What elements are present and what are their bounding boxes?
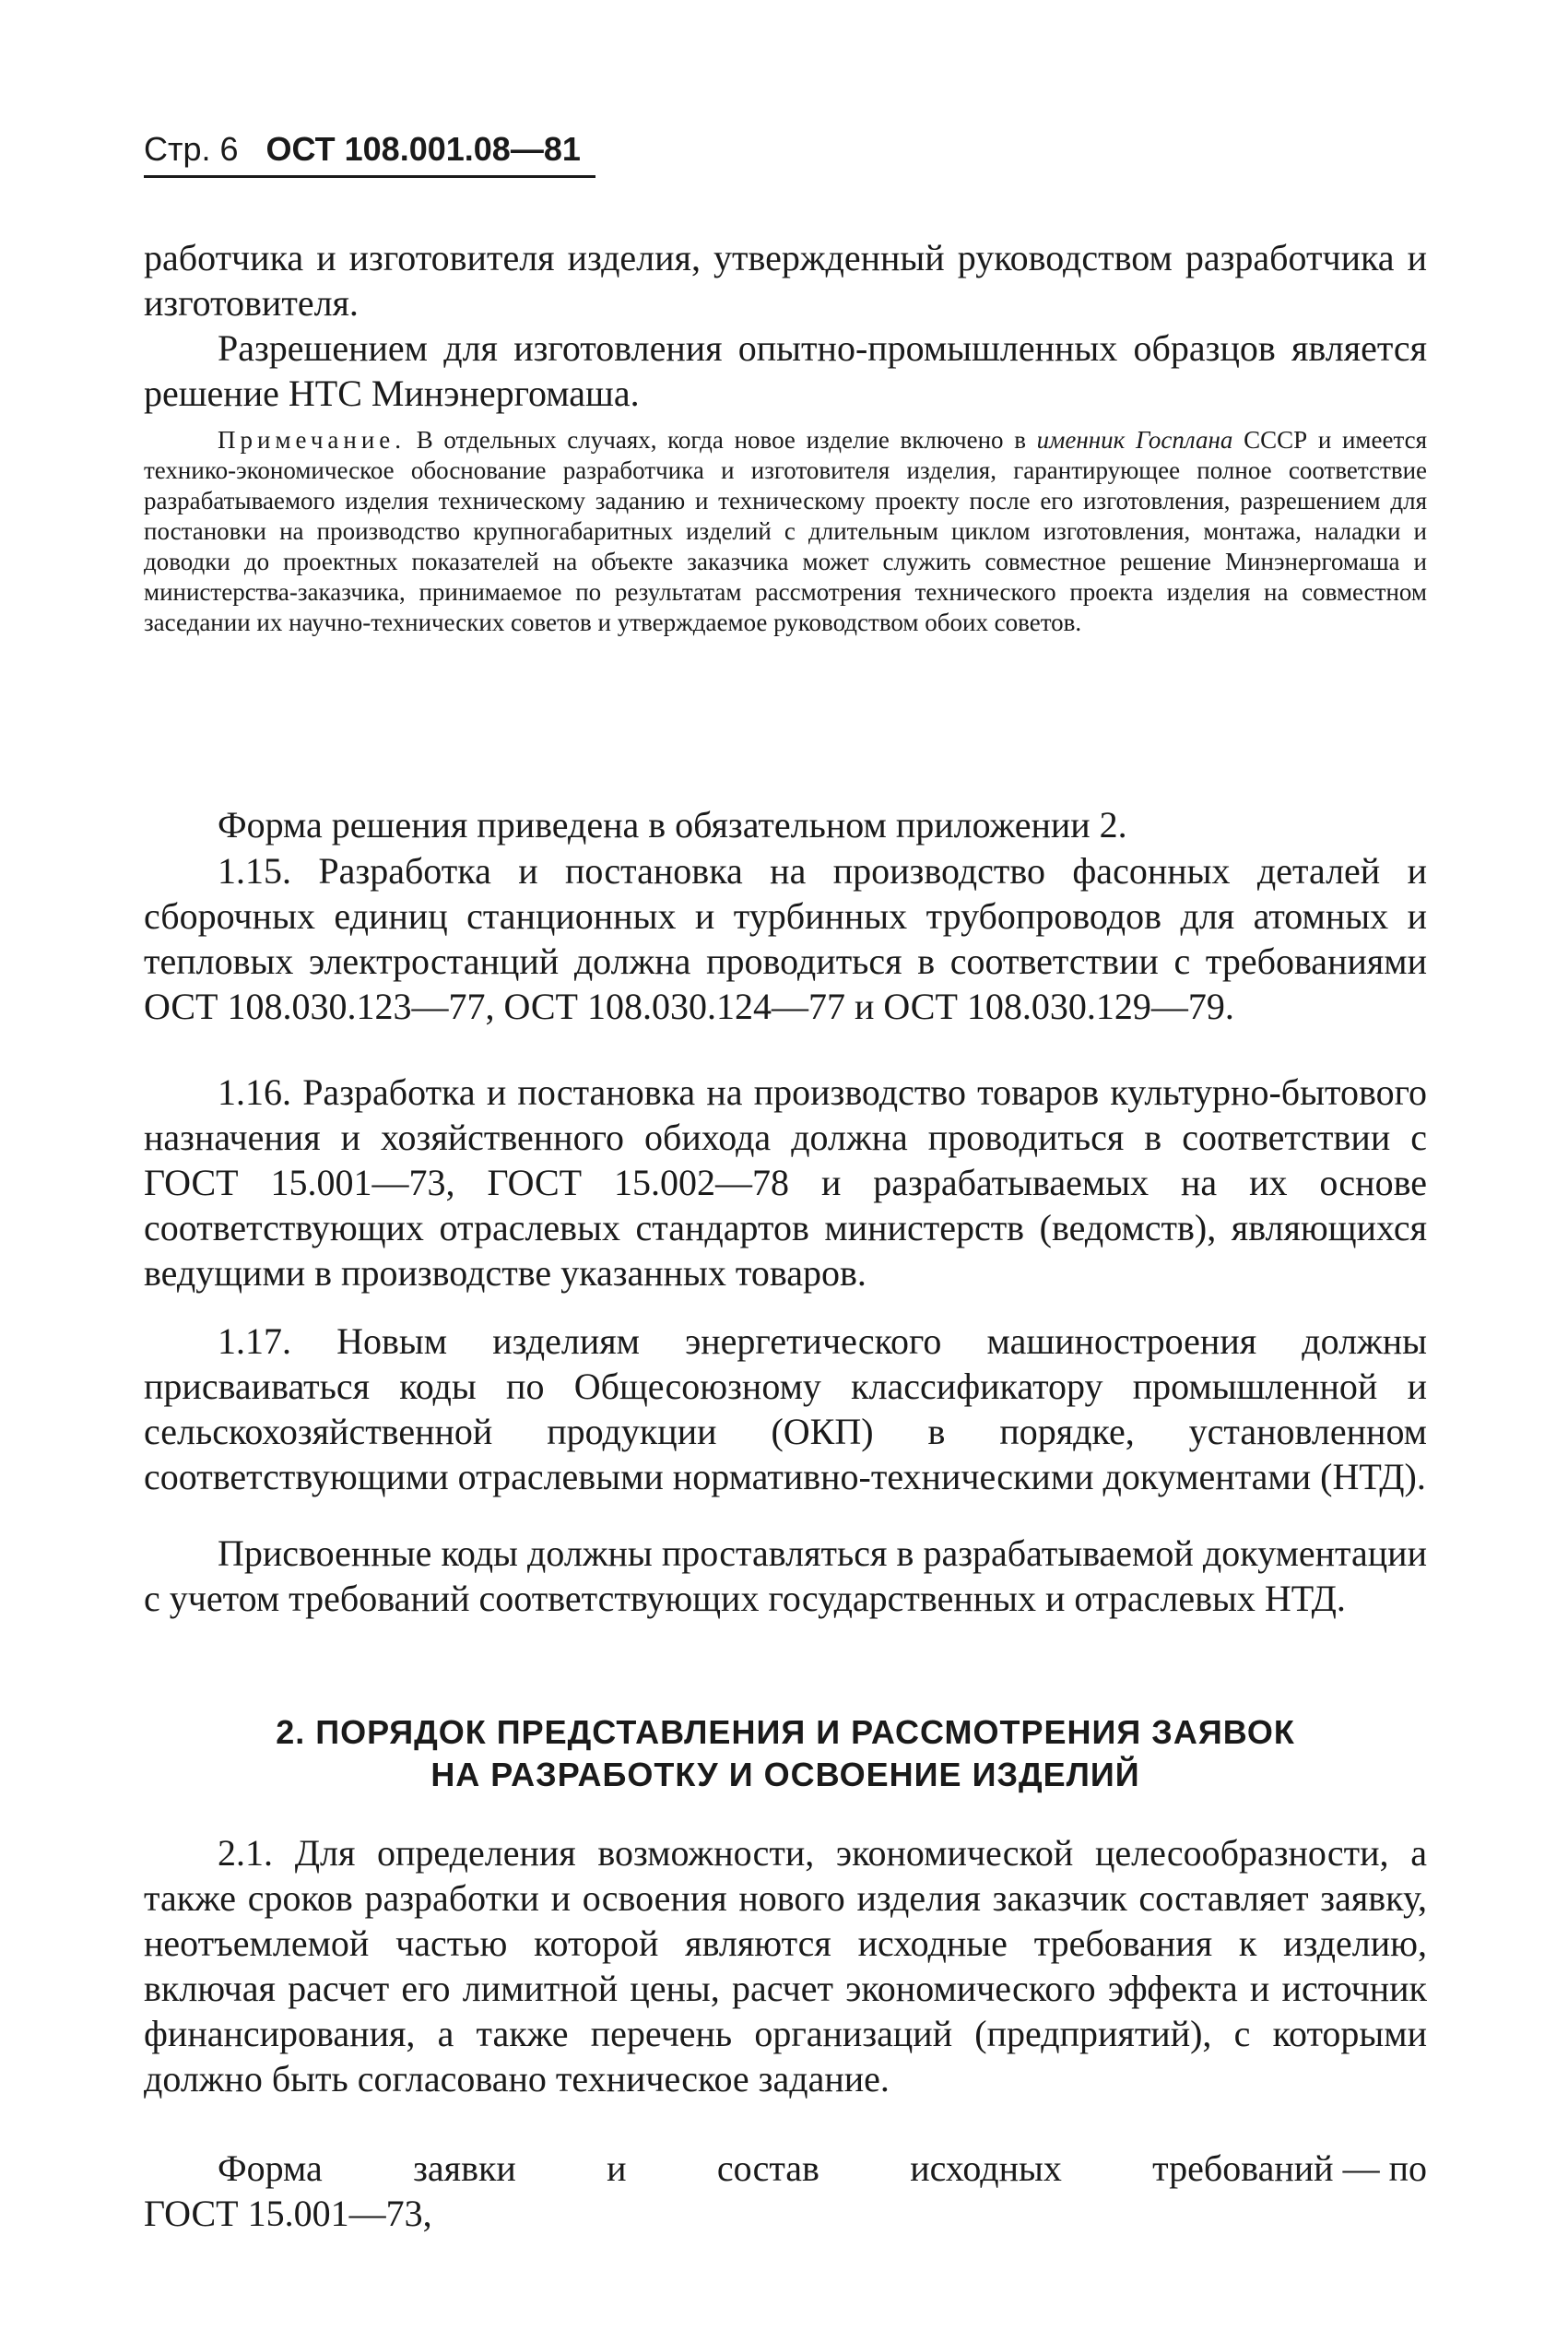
paragraph-continuation — [144, 235, 1427, 325]
clause-1-17 — [144, 1319, 1427, 1499]
page-number: Стр. 6 — [144, 130, 239, 168]
clause-1-16 — [144, 1070, 1427, 1295]
paragraph-text: 2.1. Для определения возможности, экономической целесообразности, а также сроков разработки и освоения нового изделия заказчик составляет заявку, неотъемлемой частью которой являются исходные требования к изделию, включая расчет его лимитной цены, расчет экономического эффекта и источник финансирования, а также перечень организаций (предприятий), с которыми должно быть согласовано техническое задание. — [144, 1832, 1427, 2099]
section-title-line: НА РАЗРАБОТКУ И ОСВОЕНИЕ ИЗДЕЛИЙ — [430, 1756, 1140, 1793]
paragraph-text: Присвоенные коды должны проставляться в разрабатываемой документации с учетом требований соответствующих государственных и отраслевых НТД. — [144, 1532, 1427, 1619]
paragraph-form-decision — [144, 802, 1427, 847]
note-text: Примечание. В отдельных случаях, когда новое изделие включено в именник Госплана СССР и имеется технико-экономическое обоснование разработчика и изготовителя изделия, гарантирующее полное соответствие разрабатываемого изделия техническому заданию и техническому проекту после его изготовления, разрешением для постановки на производство крупногабаритных изделий с длительным циклом изготовления, монтажа, наладки и доводки до проектных показателей на объекте заказчика может служить совместное решение Минэнергомаша и министерства-заказчика, принимаемое по результатам рассмотрения технического проекта изделия на совместном заседании их научно-технических советов и утверждаемое руководством обоих советов. — [144, 426, 1427, 636]
note-lead: Примечание. — [218, 426, 407, 454]
section-title-line: 2. ПОРЯДОК ПРЕДСТАВЛЕНИЯ И РАССМОТРЕНИЯ ЗАЯВОК — [276, 1713, 1295, 1751]
paragraph-codes — [144, 1531, 1427, 1621]
page-header — [144, 129, 595, 178]
paragraph-permission — [144, 325, 1427, 416]
section-2-title — [144, 1711, 1427, 1796]
clause-2-1 — [144, 1830, 1427, 2101]
paragraph-text: работчика и изготовителя изделия, утвержденный руководством разработчика и изготовителя. — [144, 237, 1427, 324]
form-requirements — [144, 2146, 1427, 2236]
paragraph-text: Разрешением для изготовления опытно-промышленных образцов является решение НТС Минэнергомаша. — [144, 327, 1427, 414]
paragraph-text: 1.15. Разработка и постановка на производство фасонных деталей и сборочных единиц станционных и турбинных трубопроводов для атомных и тепловых электростанций должна проводиться в соответствии с требованиями ОСТ 108.030.123—77, ОСТ 108.030.124—77 и ОСТ 108.030.129—79. — [144, 850, 1427, 1027]
paragraph-text: Форма решения приведена в обязательном приложении 2. — [218, 804, 1127, 846]
note-block — [144, 425, 1427, 638]
form-line: Форма заявки и состав исходных требований — по — [218, 2147, 1427, 2189]
paragraph-text: 1.17. Новым изделиям энергетического машиностроения должны присваиваться коды по Общесоюзному классификатору промышленной и сельскохозяйственной продукции (ОКП) в порядке, установленном соответствующими отраслевыми нормативно-техническими документами (НТД). — [144, 1320, 1427, 1497]
clause-1-15 — [144, 848, 1427, 1029]
form-line-end: ГОСТ 15.001—73, — [144, 2193, 432, 2234]
document-code: ОСТ 108.001.08—81 — [265, 130, 581, 168]
paragraph-text: 1.16. Разработка и постановка на производство товаров культурно-бытового назначения и хозяйственного обихода должна проводиться в соответствии с ГОСТ 15.001—73, ГОСТ 15.002—78 и разрабатываемых на их основе соответствующих отраслевых стандартов министерств (ведомств), являющихся ведущими в производстве указанных товаров. — [144, 1071, 1427, 1294]
